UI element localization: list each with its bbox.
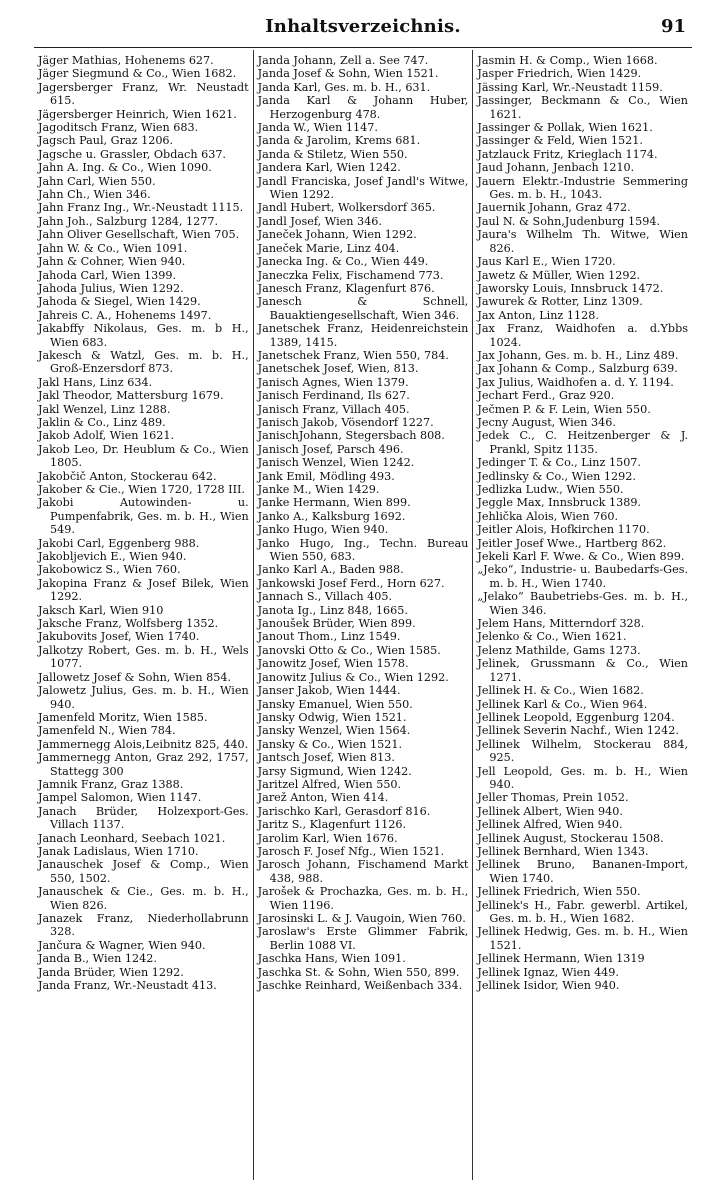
index-entry: Jammernegg Alois,Leibnitz 825, 440. [38,737,249,751]
index-column-1 [34,50,253,1180]
index-entry: Jahn Oliver Gesellschaft, Wien 705. [38,228,240,242]
index-entry: Jassinger, Beckmann & Co., Wien 1621. [477,94,689,121]
index-entry: Jandera Karl, Wien 1242. [257,161,401,175]
index-entry: Janda Johann, Zell a. See 747. [257,54,429,67]
index-entry: „Jelako“ Baubetriebs-Ges. m. b. H., Wien 346. [477,590,689,617]
index-entry: Janout Thom., Linz 1549. [257,630,401,644]
index-entry: Jäger Mathias, Hohenems 627. [38,54,214,67]
index-entry: Jax Julius, Waidhofen a. d. Y. 1194. [477,375,674,389]
index-entry: Janoušek Brüder, Wien 899. [257,617,416,631]
index-entry: Jakob Leo, Dr. Heublum & Co., Wien 1805. [38,442,249,470]
index-entry: Jaklin & Co., Linz 489. [38,415,166,429]
index-entry: Janda W., Wien 1147. [257,121,378,135]
index-entry: Jellinek Isidor, Wien 940. [477,979,620,993]
index-entry: Jägersberger Heinrich, Wien 1621. [38,107,237,121]
index-entry: Jagsch Paul, Graz 1206. [38,134,174,148]
index-entry: Janisch Wenzel, Wien 1242. [257,456,415,470]
index-entry: Jeitler Alois, Hofkirchen 1170. [477,523,650,537]
index-entry: Jelem Hans, Mitterndorf 328. [477,617,645,631]
index-entry: Jellinek Hedwig, Ges. m. b. H., Wien 1521. [477,925,689,952]
index-entry: Jamenfeld N., Wien 784. [38,724,176,738]
index-entry: Janak Ladislaus, Wien 1710. [38,844,199,858]
index-entry: Jagoditsch Franz, Wien 683. [38,121,199,135]
index-entry: Jassinger & Feld, Wien 1521. [477,134,643,148]
index-entry: Jarež Anton, Wien 414. [257,791,389,805]
index-entry: Jagersberger Franz, Wr. Neustadt 615. [38,80,249,108]
index-entry: Jahreis C. A., Hohenems 1497. [38,308,212,322]
index-entry: Jehlička Alois, Wien 760. [477,509,619,523]
page-header [32,16,694,40]
index-entry: Jeller Thomas, Prein 1052. [477,791,629,805]
index-entry: Jankowski Josef Ferd., Horn 627. [257,576,445,590]
index-entry: Jahn W. & Co., Wien 1091. [38,241,188,255]
index-entry: Jedinger T. & Co., Linz 1507. [477,456,641,470]
index-entry: Jeggle Max, Innsbruck 1389. [477,496,641,510]
index-entry: Jahn A. Ing. & Co., Wien 1090. [38,161,212,175]
index-entry: Janisch Ferdinand, Ils 627. [257,389,410,403]
index-entry: Jarosch Johann, Fischamend Markt 438, 988. [257,858,469,885]
index-entry: Janda Karl, Ges. m. b. H., 631. [257,80,431,94]
index-entry: Jakl Hans, Linz 634. [38,375,153,389]
index-entry: Jarošek & Prochazka, Ges. m. b. H., Wien 1196. [257,885,469,912]
index-entry: Jaus Karl E., Wien 1720. [477,255,616,269]
index-entry: Jedlizka Ludw., Wien 550. [477,483,624,496]
index-entry: Jansky Wenzel, Wien 1564. [257,724,411,738]
index-entry: Jamnik Franz, Graz 1388. [38,777,184,791]
index-entry: Jakobowicz S., Wien 760. [38,563,181,577]
index-entry: Janetschek Franz, Heidenreichstein 1389, 1415. [257,322,469,349]
index-entry: Jakob Adolf, Wien 1621. [38,429,175,443]
index-entry: Janke Hermann, Wien 899. [257,496,411,510]
index-entry: „Jeko“, Industrie- u. Baubedarfs-Ges. m. b. H., Wien 1740. [477,563,689,590]
index-entry: Jandl Franciska, Josef Jandl's Witwe, Wien 1292. [257,174,469,202]
index-entry: Jahoda & Siegel, Wien 1429. [38,295,201,309]
index-entry: Janecka Ing. & Co., Wien 449. [257,255,429,269]
index-entry: Jax Johann & Comp., Salzburg 639. [477,362,678,376]
index-entry: Jakubovits Josef, Wien 1740. [38,630,200,644]
index-entry: Jelenz Mathilde, Gams 1273. [477,643,641,657]
index-entry: Jahn Ch., Wien 346. [38,188,151,202]
index-entry: Jax Anton, Linz 1128. [477,308,599,322]
index-entry: Janko A., Kalksburg 1692. [257,509,406,523]
page-title: Inhaltsverzeichnis. [265,16,461,37]
index-entry: Janisch Franz, Villach 405. [257,402,410,416]
index-entry: Jampel Salomon, Wien 1147. [38,791,202,805]
index-entry: Jawurek & Rotter, Linz 1309. [477,295,643,309]
index-entry: Jakobljevich E., Wien 940. [38,550,187,564]
index-entry: Janota Ig., Linz 848, 1665. [257,603,408,617]
index-entry: Jäger Siegmund & Co., Wien 1682. [38,67,237,81]
index-entry: Janesch & Schnell, Bauaktiengesellschaft, Wien 346. [257,295,469,322]
index-entry: JanischJohann, Stegersbach 808. [257,429,445,443]
index-entry: Jantsch Josef, Wien 813. [257,751,395,765]
index-entry: Jalowetz Julius, Ges. m. b. H., Wien 940. [38,684,249,711]
header-rule [34,47,692,48]
index-entry: Janda B., Wien 1242. [38,952,157,966]
index-entry: Jell Leopold, Ges. m. b. H., Wien 940. [477,764,689,791]
index-entry: Jakesch & Watzl, Ges. m. b. H., Groß-Enzersdorf 873. [38,348,249,376]
index-entry: Jellinek Severin Nachf., Wien 1242. [477,724,679,738]
index-entry: Jaschke Reinhard, Weißenbach 334. [257,979,463,993]
index-entry: Jaura's Wilhelm Th. Witwe, Wien 826. [477,228,689,255]
index-entry: Jellinek Albert, Wien 940. [477,804,623,818]
index-entry: Jellinek Ignaz, Wien 449. [477,965,619,979]
index-entry: Jahoda Carl, Wien 1399. [38,268,177,282]
index-entry: Jaroslaw's Erste Glimmer Fabrik, Berlin 1088 VI. [257,925,469,952]
index-entry: Jakobčič Anton, Stockerau 642. [38,469,217,483]
index-entry: Janisch Jakob, Vösendorf 1227. [257,415,434,429]
index-entry: Jellinek August, Stockerau 1508. [477,831,664,845]
index-entry: Jässing Karl, Wr.-Neustadt 1159. [477,80,663,94]
index-entry: Jannach S., Villach 405. [257,590,393,604]
index-entry: Jahn Franz Ing., Wr.-Neustadt 1115. [38,201,244,215]
index-entry: Janda Karl & Johann Huber, Herzogenburg 478. [257,94,469,121]
index-entry: Jakopina Franz & Josef Bilek, Wien 1292. [38,576,249,604]
index-entry: Jarsy Sigmund, Wien 1242. [257,764,412,778]
index-entry: Jauern Elektr.-Industrie Semmering Ges. m. b. H., 1043. [477,174,689,202]
index-columns [34,50,692,1180]
index-entry: Jaud Johann, Jenbach 1210. [477,161,635,175]
index-entry: Jax Franz, Waidhofen a. d.Ybbs 1024. [477,322,689,349]
index-entry: Jasmin H. & Comp., Wien 1668. [477,54,658,67]
index-entry: Janser Jakob, Wien 1444. [257,684,401,698]
index-entry: Jax Johann, Ges. m. b. H., Linz 489. [477,348,679,362]
index-entry: Janda Brüder, Wien 1292. [38,965,184,979]
index-entry: Janda Franz, Wr.-Neustadt 413. [38,979,217,993]
index-column-2 [253,50,473,1180]
index-entry: Jeitler Josef Wwe., Hartberg 862. [477,536,667,550]
index-entry: Jellinek Karl & Co., Wien 964. [477,697,648,711]
index-entry: Jecny August, Wien 346. [477,415,616,429]
index-entry: Janach Leonhard, Seebach 1021. [38,831,226,845]
index-entry: Jamenfeld Moritz, Wien 1585. [38,710,208,724]
index-entry: Janeček Johann, Wien 1292. [257,228,417,242]
index-entry: Janetschek Josef, Wien, 813. [257,362,419,376]
index-entry: Jammernegg Anton, Graz 292, 1757, Stattegg 300 [38,751,249,778]
index-entry: Jaschka Hans, Wien 1091. [257,952,406,966]
index-entry: Jellinek Wilhelm, Stockerau 884, 925. [477,737,689,765]
index-entry: Jassinger & Pollak, Wien 1621. [477,121,653,135]
index-entry: Janda & Jarolim, Krems 681. [257,134,421,148]
index-entry: Jaksch Karl, Wien 910 [38,603,164,617]
index-entry: Ječmen P. & F. Lein, Wien 550. [477,402,651,416]
index-entry: Jagsche u. Grassler, Obdach 637. [38,147,226,161]
index-entry: Jellinek's H., Fabr. gewerbl. Artikel, Ges. m. b. H., Wien 1682. [477,898,689,925]
index-entry: Janovski Otto & Co., Wien 1585. [257,643,441,657]
index-entry: Jechart Ferd., Graz 920. [477,389,615,403]
index-entry: Jaritzel Alfred, Wien 550. [257,777,402,791]
index-entry: Jekeli Karl F. Wwe. & Co., Wien 899. [477,550,685,564]
index-entry: Jarolim Karl, Wien 1676. [257,831,398,845]
index-entry: Janeček Marie, Linz 404. [257,241,400,255]
index-entry: Janetschek Franz, Wien 550, 784. [257,348,449,362]
index-entry: Jakobi Autowinden- u. Pumpenfabrik, Ges. m. b. H., Wien 549. [38,496,249,537]
index-entry: Jank Emil, Mödling 493. [257,469,395,483]
index-entry: Jauernik Johann, Graz 472. [477,201,631,215]
index-entry: Jalkotzy Robert, Ges. m. b. H., Wels 1077. [38,643,249,671]
index-entry: Jakabffy Nikolaus, Ges. m. b H., Wien 683. [38,322,249,349]
index-entry: Jatzlauck Fritz, Krieglach 1174. [477,147,658,161]
index-entry: Janisch Josef, Parsch 496. [257,442,404,456]
page-number: 91 [660,16,686,37]
index-entry: Janach Brüder, Holzexport-Ges. Villach 1137. [38,804,249,832]
index-entry: Jahn Carl, Wien 550. [38,174,156,188]
index-entry: Jellinek Bruno, Bananen-Import, Wien 1740. [477,858,689,885]
index-entry: Jellinek Leopold, Eggenburg 1204. [477,710,675,724]
index-entry: Jandl Hubert, Wolkersdorf 365. [257,201,436,215]
index-entry: Jansky Emanuel, Wien 550. [257,697,413,711]
index-entry: Jedek C., C. Heitzenberger & J. Prankl, Spitz 1135. [477,429,689,456]
index-entry: Janko Hugo, Ing., Techn. Bureau Wien 550, 683. [257,536,469,564]
index-entry: Jasper Friedrich, Wien 1429. [477,67,642,81]
index-entry: Janke M., Wien 1429. [257,483,380,496]
index-entry: Jarosch F. Josef Nfg., Wien 1521. [257,844,445,858]
index-column-3 [472,50,692,1180]
index-entry: Janauschek Josef & Comp., Wien 550, 1502. [38,858,249,885]
index-entry: Janazek Franz, Niederhollabrunn 328. [38,912,249,939]
index-entry: Janda Josef & Sohn, Wien 1521. [257,67,439,81]
index-entry: Jellinek Bernhard, Wien 1343. [477,844,649,858]
index-entry: Jarosinski L. & J. Vaugoin, Wien 760. [257,912,466,925]
index-entry: Janauschek & Cie., Ges. m. b. H., Wien 826. [38,885,249,912]
index-entry: Jellinek Hermann, Wien 1319 [477,952,645,966]
index-entry: Jahoda Julius, Wien 1292. [38,281,184,295]
index-entry: Jaschka St. & Sohn, Wien 550, 899. [257,965,460,979]
index-entry: Jahn Joh., Salzburg 1284, 1277. [38,214,219,228]
index-entry: Jellinek Alfred, Wien 940. [477,818,623,832]
index-entry: Janeczka Felix, Fischamend 773. [257,268,444,282]
index-entry: Janesch Franz, Klagenfurt 876. [257,281,435,295]
index-entry: Jakl Wenzel, Linz 1288. [38,402,171,416]
index-entry: Jakober & Cie., Wien 1720, 1728 III. [38,483,245,496]
index-entry: Jančura & Wagner, Wien 940. [38,938,206,952]
index-entry: Jahn & Cohner, Wien 940. [38,255,186,269]
index-entry: Jellinek Friedrich, Wien 550. [477,885,641,899]
index-entry: Janowitz Josef, Wien 1578. [257,657,409,671]
index-entry: Janisch Agnes, Wien 1379. [257,375,409,389]
index-entry: Janda & Stiletz, Wien 550. [257,147,408,161]
index-entry: Janko Karl A., Baden 988. [257,563,404,577]
index-entry: Jakobi Carl, Eggenberg 988. [38,536,200,550]
index-entry: Jaksche Franz, Wolfsberg 1352. [38,617,219,631]
index-entry: Jawetz & Müller, Wien 1292. [477,268,641,282]
index-entry: Jandl Josef, Wien 346. [257,214,382,228]
index-entry: Jellinek H. & Co., Wien 1682. [477,684,644,698]
index-entry: Jaworsky Louis, Innsbruck 1472. [477,281,664,295]
index-entry: Jansky & Co., Wien 1521. [257,737,403,751]
index-entry: Jallowetz Josef & Sohn, Wien 854. [38,670,232,684]
index-entry: Jansky Odwig, Wien 1521. [257,710,407,724]
index-entry: Jaritz S., Klagenfurt 1126. [257,818,406,832]
index-entry: Jaul N. & Sohn,Judenburg 1594. [477,214,661,228]
index-entry: Jelinek, Grussmann & Co., Wien 1271. [477,657,689,684]
index-entry: Jelenko & Co., Wien 1621. [477,630,627,644]
index-entry: Janko Hugo, Wien 940. [257,523,389,537]
index-entry: Jakl Theodor, Mattersburg 1679. [38,389,224,403]
index-entry: Jarischko Karl, Gerasdorf 816. [257,804,431,818]
index-entry: Jedlinsky & Co., Wien 1292. [477,469,636,483]
index-entry: Janowitz Julius & Co., Wien 1292. [257,670,449,684]
